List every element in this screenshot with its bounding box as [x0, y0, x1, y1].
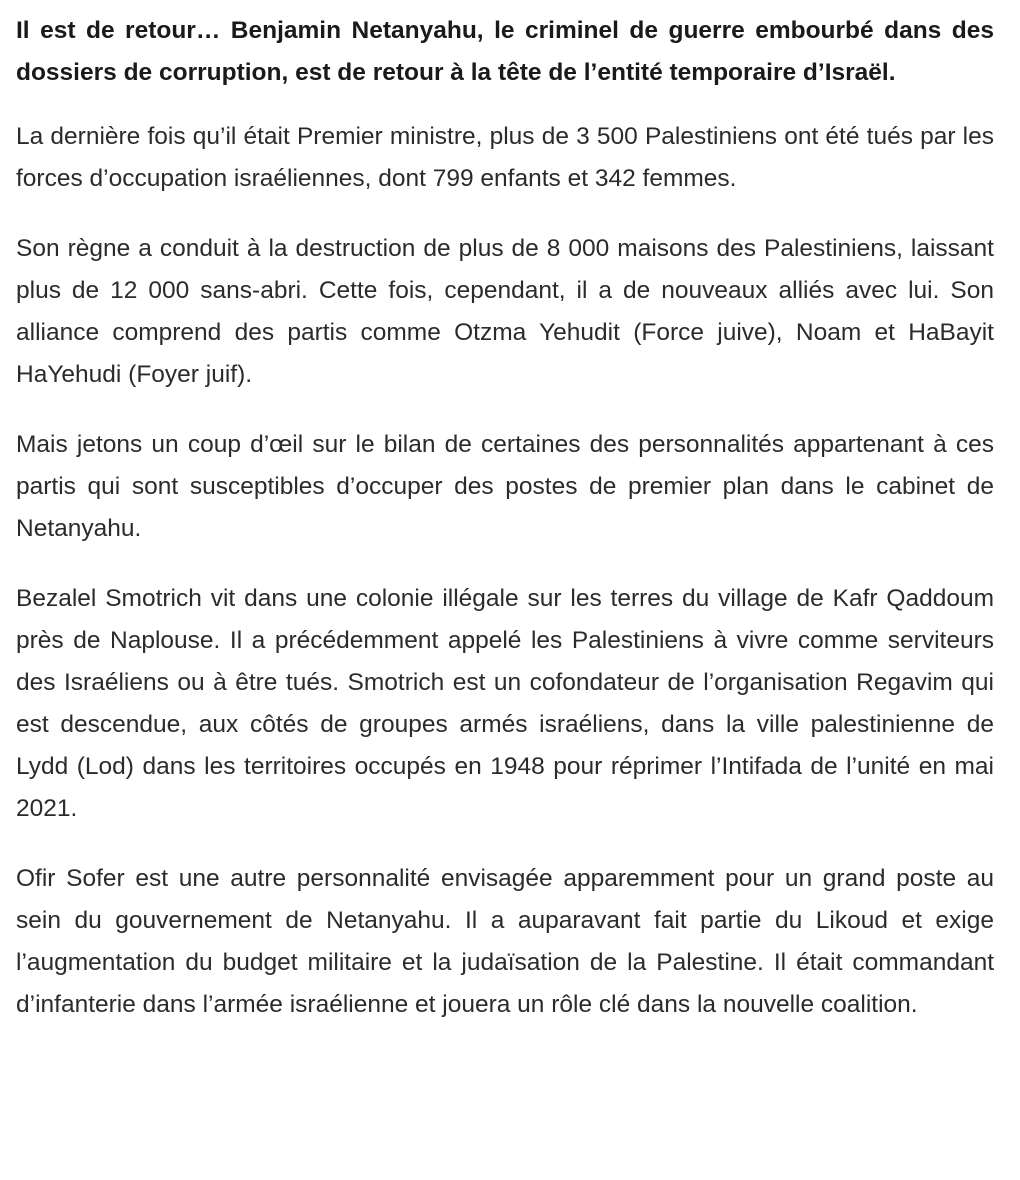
- article-body: [16, 10, 994, 1054]
- article-lead-paragraph: Il est de retour… Benjamin Netanyahu, le criminel de guerre embourbé dans des dossiers de corruption, est de retour à la tête de l’entité temporaire d’Israël.: [16, 17, 994, 86]
- article-paragraph-3: Mais jetons un coup d’œil sur le bilan de certaines des personnalités appartenant à ces partis qui sont susceptibles d’occuper des postes de premier plan dans le cabinet de Netanyahu.: [16, 431, 994, 542]
- article-paragraph-2: Son règne a conduit à la destruction de plus de 8 000 maisons des Palestiniens, laissant plus de 12 000 sans-abri. Cette fois, cependant, il a de nouveaux alliés avec lui. Son alliance comprend des partis comme Otzma Yehudit (Force juive), Noam et HaBayit HaYehudi (Foyer juif).: [16, 235, 994, 388]
- article-paragraph-5: Ofir Sofer est une autre personnalité envisagée apparemment pour un grand poste au sein du gouvernement de Netanyahu. Il a auparavant fait partie du Likoud et exige l’augmentation du budget militaire et la judaïsation de la Palestine. Il était commandant d’infanterie dans l’armée israélienne et jouera un rôle clé dans la nouvelle coalition.: [16, 865, 994, 1018]
- article-paragraph-4: Bezalel Smotrich vit dans une colonie illégale sur les terres du village de Kafr Qaddoum près de Naplouse. Il a précédemment appelé les Palestiniens à vivre comme serviteurs des Israéliens ou à être tués. Smotrich est un cofondateur de l’organisation Regavim qui est descendue, aux côtés de groupes armés israéliens, dans la ville palestinienne de Lydd (Lod) dans les territoires occupés en 1948 pour réprimer l’Intifada de l’unité en mai 2021.: [16, 585, 994, 822]
- article-paragraph-1: La dernière fois qu’il était Premier ministre, plus de 3 500 Palestiniens ont été tués par les forces d’occupation israéliennes, dont 799 enfants et 342 femmes.: [16, 123, 994, 192]
